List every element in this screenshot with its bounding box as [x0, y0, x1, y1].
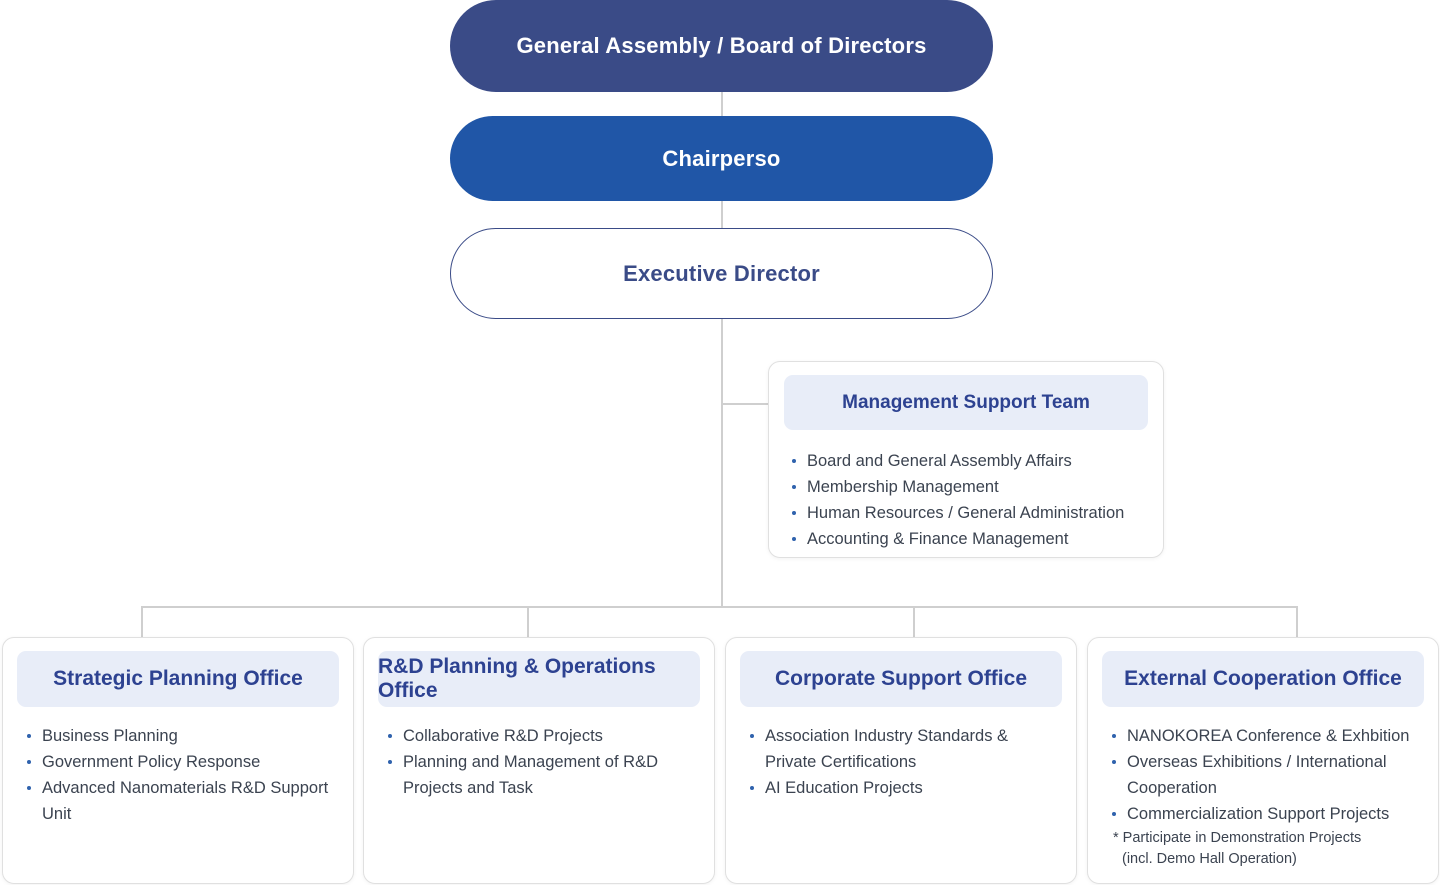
connector-drop-office-4 [1296, 606, 1298, 637]
card-corporate-support-office-title: Corporate Support Office [740, 651, 1062, 707]
list-item: Association Industry Standards & Private Certifications [740, 723, 1060, 775]
list-item: Commercialization Support Projects [1102, 801, 1422, 827]
list-item: Government Policy Response [17, 749, 337, 775]
list-item: NANOKOREA Conference & Exhbition [1102, 723, 1422, 749]
connector-offices-horizontal [141, 606, 1297, 608]
list-item: AI Education Projects [740, 775, 1060, 801]
connector-chair-exec [721, 201, 723, 228]
connector-top-chair [721, 92, 723, 116]
list-item: Business Planning [17, 723, 337, 749]
node-chairperson-label: Chairperso [662, 145, 781, 171]
card-external-cooperation-office-title: External Cooperation Office [1102, 651, 1424, 707]
note-line: (incl. Demo Hall Operation) [1122, 851, 1297, 867]
note-line: * Participate in Demonstration Projects [1113, 830, 1362, 846]
card-strategic-planning-office-list [3, 723, 353, 827]
list-item: Overseas Exhibitions / International Cooperation [1102, 749, 1422, 801]
list-item: Board and General Assembly Affairs [782, 448, 1147, 474]
card-management-support-team [768, 361, 1164, 558]
card-strategic-planning-office-title: Strategic Planning Office [17, 651, 339, 707]
card-rd-planning-operations-office-list [364, 723, 714, 801]
card-rd-planning-operations-office-title: R&D Planning & Operations Office [378, 651, 700, 707]
connector-drop-office-2 [527, 606, 529, 637]
connector-drop-office-3 [913, 606, 915, 637]
list-item: Accounting & Finance Management [782, 526, 1147, 552]
card-corporate-support-office-list [726, 723, 1076, 801]
node-general-assembly-label: General Assembly / Board of Directors [516, 33, 927, 58]
connector-exec-trunk [721, 319, 723, 607]
connector-drop-office-1 [141, 606, 143, 637]
list-item: Planning and Management of R&D Projects and Task [378, 749, 698, 801]
list-item: Human Resources / General Administration [782, 500, 1147, 526]
node-general-assembly [450, 0, 993, 92]
card-external-cooperation-office [1087, 637, 1439, 884]
card-management-support-team-list [769, 448, 1163, 552]
list-item: Advanced Nanomaterials R&D Support Unit [17, 775, 337, 827]
node-executive-director-label: Executive Director [623, 260, 820, 286]
node-chairperson [450, 116, 993, 201]
connector-branch-support-team [721, 403, 770, 405]
card-external-cooperation-office-note [1088, 828, 1438, 870]
card-strategic-planning-office [2, 637, 354, 884]
card-corporate-support-office [725, 637, 1077, 884]
list-item: Membership Management [782, 474, 1147, 500]
node-executive-director [450, 228, 993, 319]
card-external-cooperation-office-list [1088, 723, 1438, 827]
card-rd-planning-operations-office [363, 637, 715, 884]
list-item: Collaborative R&D Projects [378, 723, 698, 749]
card-management-support-team-title: Management Support Team [784, 375, 1148, 430]
